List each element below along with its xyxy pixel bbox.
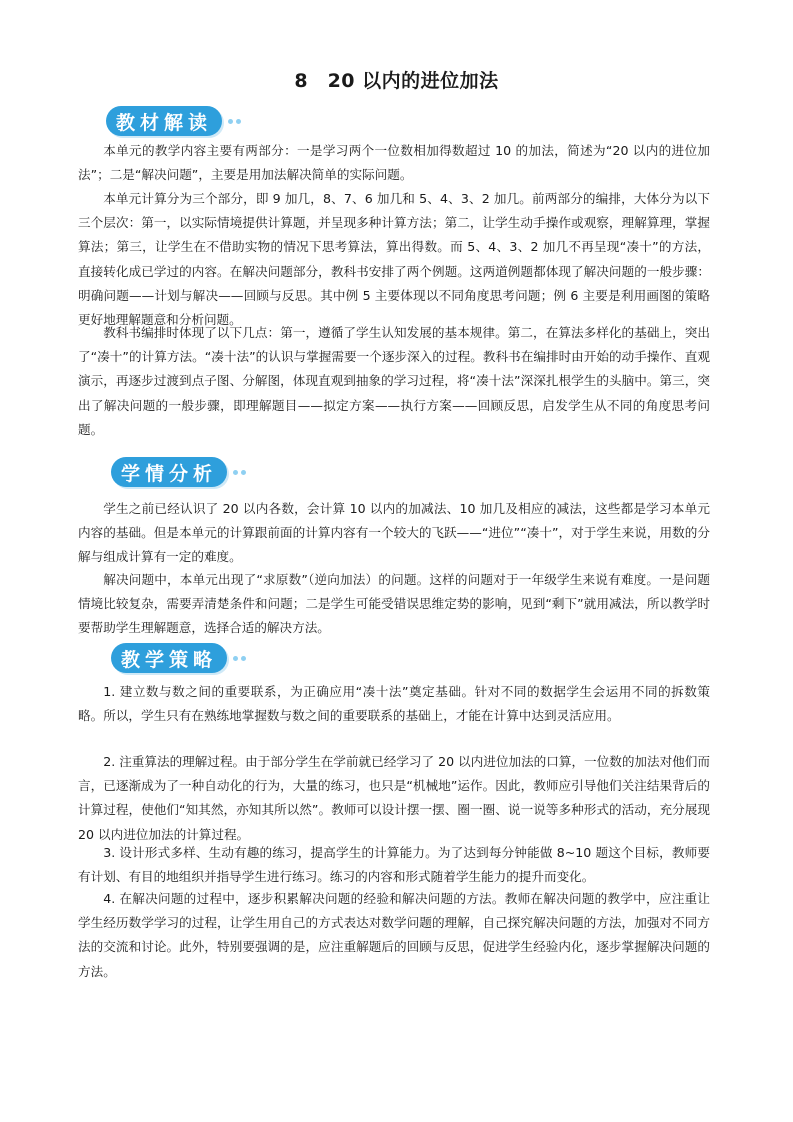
paragraph: 解决问题中，本单元出现了“求原数”（逆向加法）的问题。这样的问题对于一年级学生来说有难度。一是问题情境比较复杂，需要弄清楚条件和问题；二是学生可能受错误思维定势的影响，见到“剩下”就用减法，所以教学时要帮助学生理解题意，选择合适的解决方法。 xyxy=(78,572,710,636)
paragraph: 本单元的教学内容主要有两部分：一是学习两个一位数相加得数超过 10 的加法，简述为“20 以内的进位加法”；二是“解决问题”，主要是用加法解决简单的实际问题。 xyxy=(78,143,710,183)
list-item: 3. 设计形式多样、生动有趣的练习，提高学生的计算能力。为了达到每分钟能做 8~10 题这个目标，教师要有计划、有目的地组织并指导学生进行练习。练习的内容和形式随着学生能力的提升而变化。 xyxy=(78,845,710,885)
decorative-dots-icon xyxy=(228,119,241,124)
section-badge: 教材解读 xyxy=(106,106,222,136)
decorative-dots-icon xyxy=(233,470,246,475)
list-item: 2. 注重算法的理解过程。由于部分学生在学前就已经学习了 20 以内进位加法的口算，一位数的加法对他们而言，已逐渐成为了一种自动化的行为，大量的练习，也只是“机械地”运作。因此，教师应引导他们关注结果背后的计算过程，使他们“知其然，亦知其所以然”。教师可以设计摆一摆、圈一圈、说一说等多种形式的活动，充分展现 20 以内进位加法的计算过程。 xyxy=(78,754,710,842)
paragraph: 教科书编排时体现了以下几点：第一，遵循了学生认知发展的基本规律。第二，在算法多样化的基础上，突出了“凑十”的计算方法。“凑十法”的认识与掌握需要一个逐步深入的过程。教科书在编排时由开始的动手操作、直观演示，再逐步过渡到点子图、分解图，体现直观到抽象的学习过程，将“凑十法”深深扎根学生的头脑中。第三，突出了解决问题的一般步骤，即理解题目——拟定方案——执行方案——回顾反思，启发学生从不同的角度思考问题。 xyxy=(78,325,710,437)
list-item: 4. 在解决问题的过程中，逐步积累解决问题的经验和解决问题的方法。教师在解决问题的教学中，应注重让学生经历数学学习的过程，让学生用自己的方式表达对数学问题的理解，自己探究解决问题的方法，加强对不同方法的交流和讨论。此外，特别要强调的是，应注重解题后的回顾与反思，促进学生经验内化，逐步掌握解决问题的方法。 xyxy=(78,891,710,979)
paragraph: 学生之前已经认识了 20 以内各数，会计算 10 以内的加减法、10 加几及相应的减法，这些都是学习本单元内容的基础。但是本单元的计算跟前面的计算内容有一个较大的飞跃——“进位”“凑十”，对于学生来说，用数的分解与组成计算有一定的难度。 xyxy=(78,501,710,565)
list-item: 1. 建立数与数之间的重要联系，为正确应用“凑十法”奠定基础。针对不同的数据学生会运用不同的拆数策略。所以，学生只有在熟练地掌握数与数之间的重要联系的基础上，才能在计算中达到灵活应用。 xyxy=(78,684,710,724)
decorative-dots-icon xyxy=(233,656,246,661)
section-header-teaching-strategy xyxy=(111,641,246,675)
page-title: 8 20 以内的进位加法 xyxy=(294,70,499,92)
paragraph: 本单元计算分为三个部分，即 9 加几，8、7、6 加几和 5、4、3、2 加几。前两部分的编排，大体分为以下三个层次：第一，以实际情境提供计算题，并呈现多种计算方法；第二，让学生动手操作或观察，理解算理，掌握算法；第三，让学生在不借助实物的情况下思考算法，算出得数。而 5、4、3、2 加几不再呈现“凑十”的方法，直接转化成已学过的内容。在解决问题部分，教科书安排了两个例题。这两道例题都体现了解决问题的一般步骤：明确问题——计划与解决——回顾与反思。其中例 5 主要体现以不同角度思考问题；例 6 主要是利用画图的策略更好地理解题意和分析问题。 xyxy=(78,191,710,328)
section-badge: 教学策略 xyxy=(111,643,227,673)
section-header-learner-analysis xyxy=(111,455,246,489)
section-header-textbook-analysis xyxy=(106,104,241,138)
section-badge: 学情分析 xyxy=(111,457,227,487)
